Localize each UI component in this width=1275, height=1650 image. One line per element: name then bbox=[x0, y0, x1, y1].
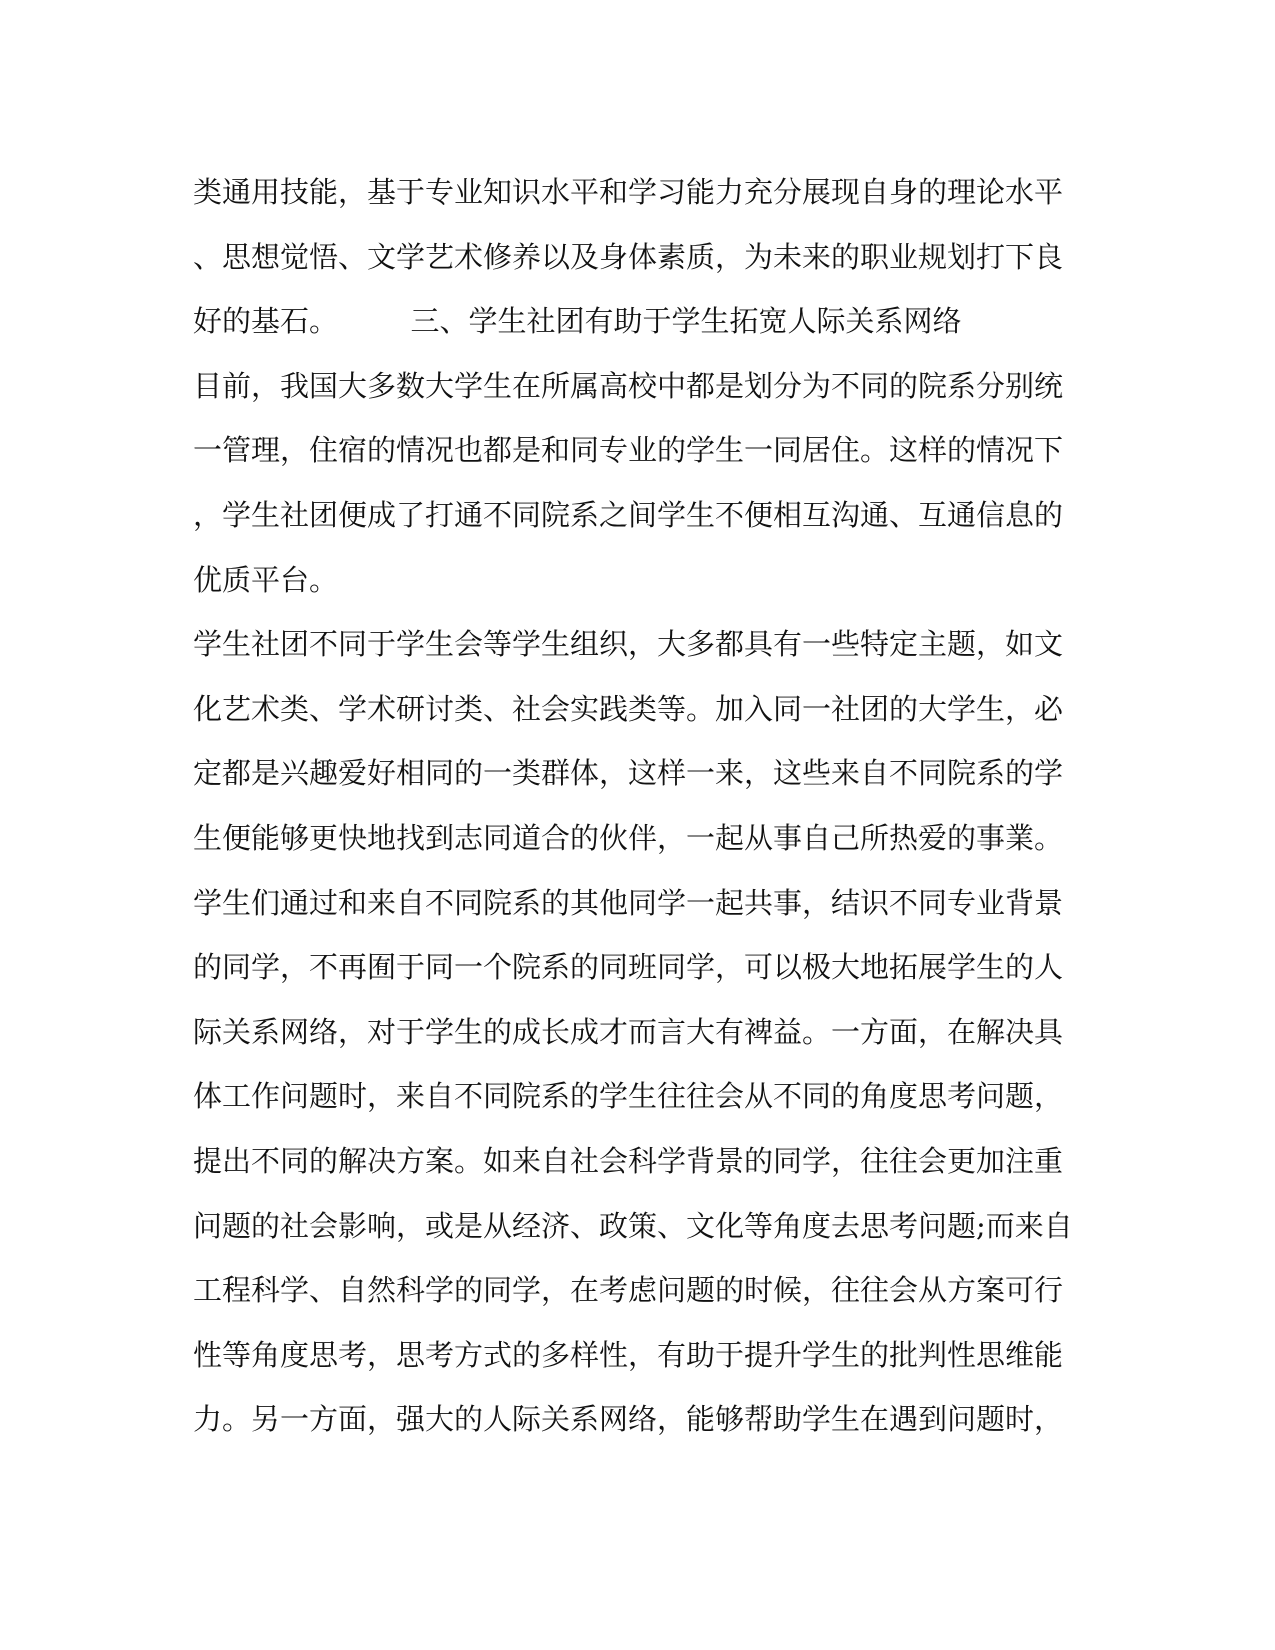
text-line: 好的基石。 三、学生社团有助于学生拓宽人际关系网络 bbox=[193, 304, 962, 339]
text-line: 定都是兴趣爱好相同的一类群体，这样一来，这些来自不同院系的学 bbox=[193, 756, 1064, 791]
text-line: 目前，我国大多数大学生在所属高校中都是划分为不同的院系分别统 bbox=[193, 368, 1064, 403]
text-line: 提出不同的解决方案。如来自社会科学背景的同学，往往会更加注重 bbox=[193, 1143, 1064, 1178]
text-line: 工程科学、自然科学的同学，在考虑问题的时候，往往会从方案可行 bbox=[193, 1273, 1064, 1308]
text-line: 生便能够更快地找到志同道合的伙伴，一起从事自己所热爱的事業。 bbox=[193, 820, 1064, 855]
text-line: 问题的社会影响，或是从经济、政策、文化等角度去思考问题;而来自 bbox=[193, 1208, 1073, 1243]
text-line: ，学生社团便成了打通不同院系之间学生不便相互沟通、互通信息的 bbox=[193, 497, 1064, 532]
text-line: 际关系网络，对于学生的成长成才而言大有裨益。一方面，在解决具 bbox=[193, 1014, 1064, 1049]
text-line: 、思想觉悟、文学艺术修养以及身体素质，为未来的职业规划打下良 bbox=[193, 239, 1064, 274]
text-line: 化艺术类、学术研讨类、社会实践类等。加入同一社团的大学生，必 bbox=[193, 691, 1064, 726]
text-line: 的同学，不再囿于同一个院系的同班同学，可以极大地拓展学生的人 bbox=[193, 950, 1064, 985]
text-line: 学生社团不同于学生会等学生组织，大多都具有一些特定主题，如文 bbox=[193, 627, 1064, 662]
body-text bbox=[193, 160, 1093, 1452]
text-line: 一管理，住宿的情况也都是和同专业的学生一同居住。这样的情况下 bbox=[193, 433, 1064, 468]
text-line: 性等角度思考，思考方式的多样性，有助于提升学生的批判性思维能 bbox=[193, 1337, 1064, 1372]
text-line: 力。另一方面，强大的人际关系网络，能够帮助学生在遇到问题时， bbox=[193, 1402, 1064, 1437]
text-line: 类通用技能，基于专业知识水平和学习能力充分展现自身的理论水平 bbox=[193, 175, 1064, 209]
text-line: 学生们通过和来自不同院系的其他同学一起共事，结识不同专业背景 bbox=[193, 885, 1064, 920]
text-line: 体工作问题时，来自不同院系的学生往往会从不同的角度思考问题， bbox=[193, 1079, 1064, 1114]
text-line: 优质平台。 bbox=[193, 562, 339, 597]
